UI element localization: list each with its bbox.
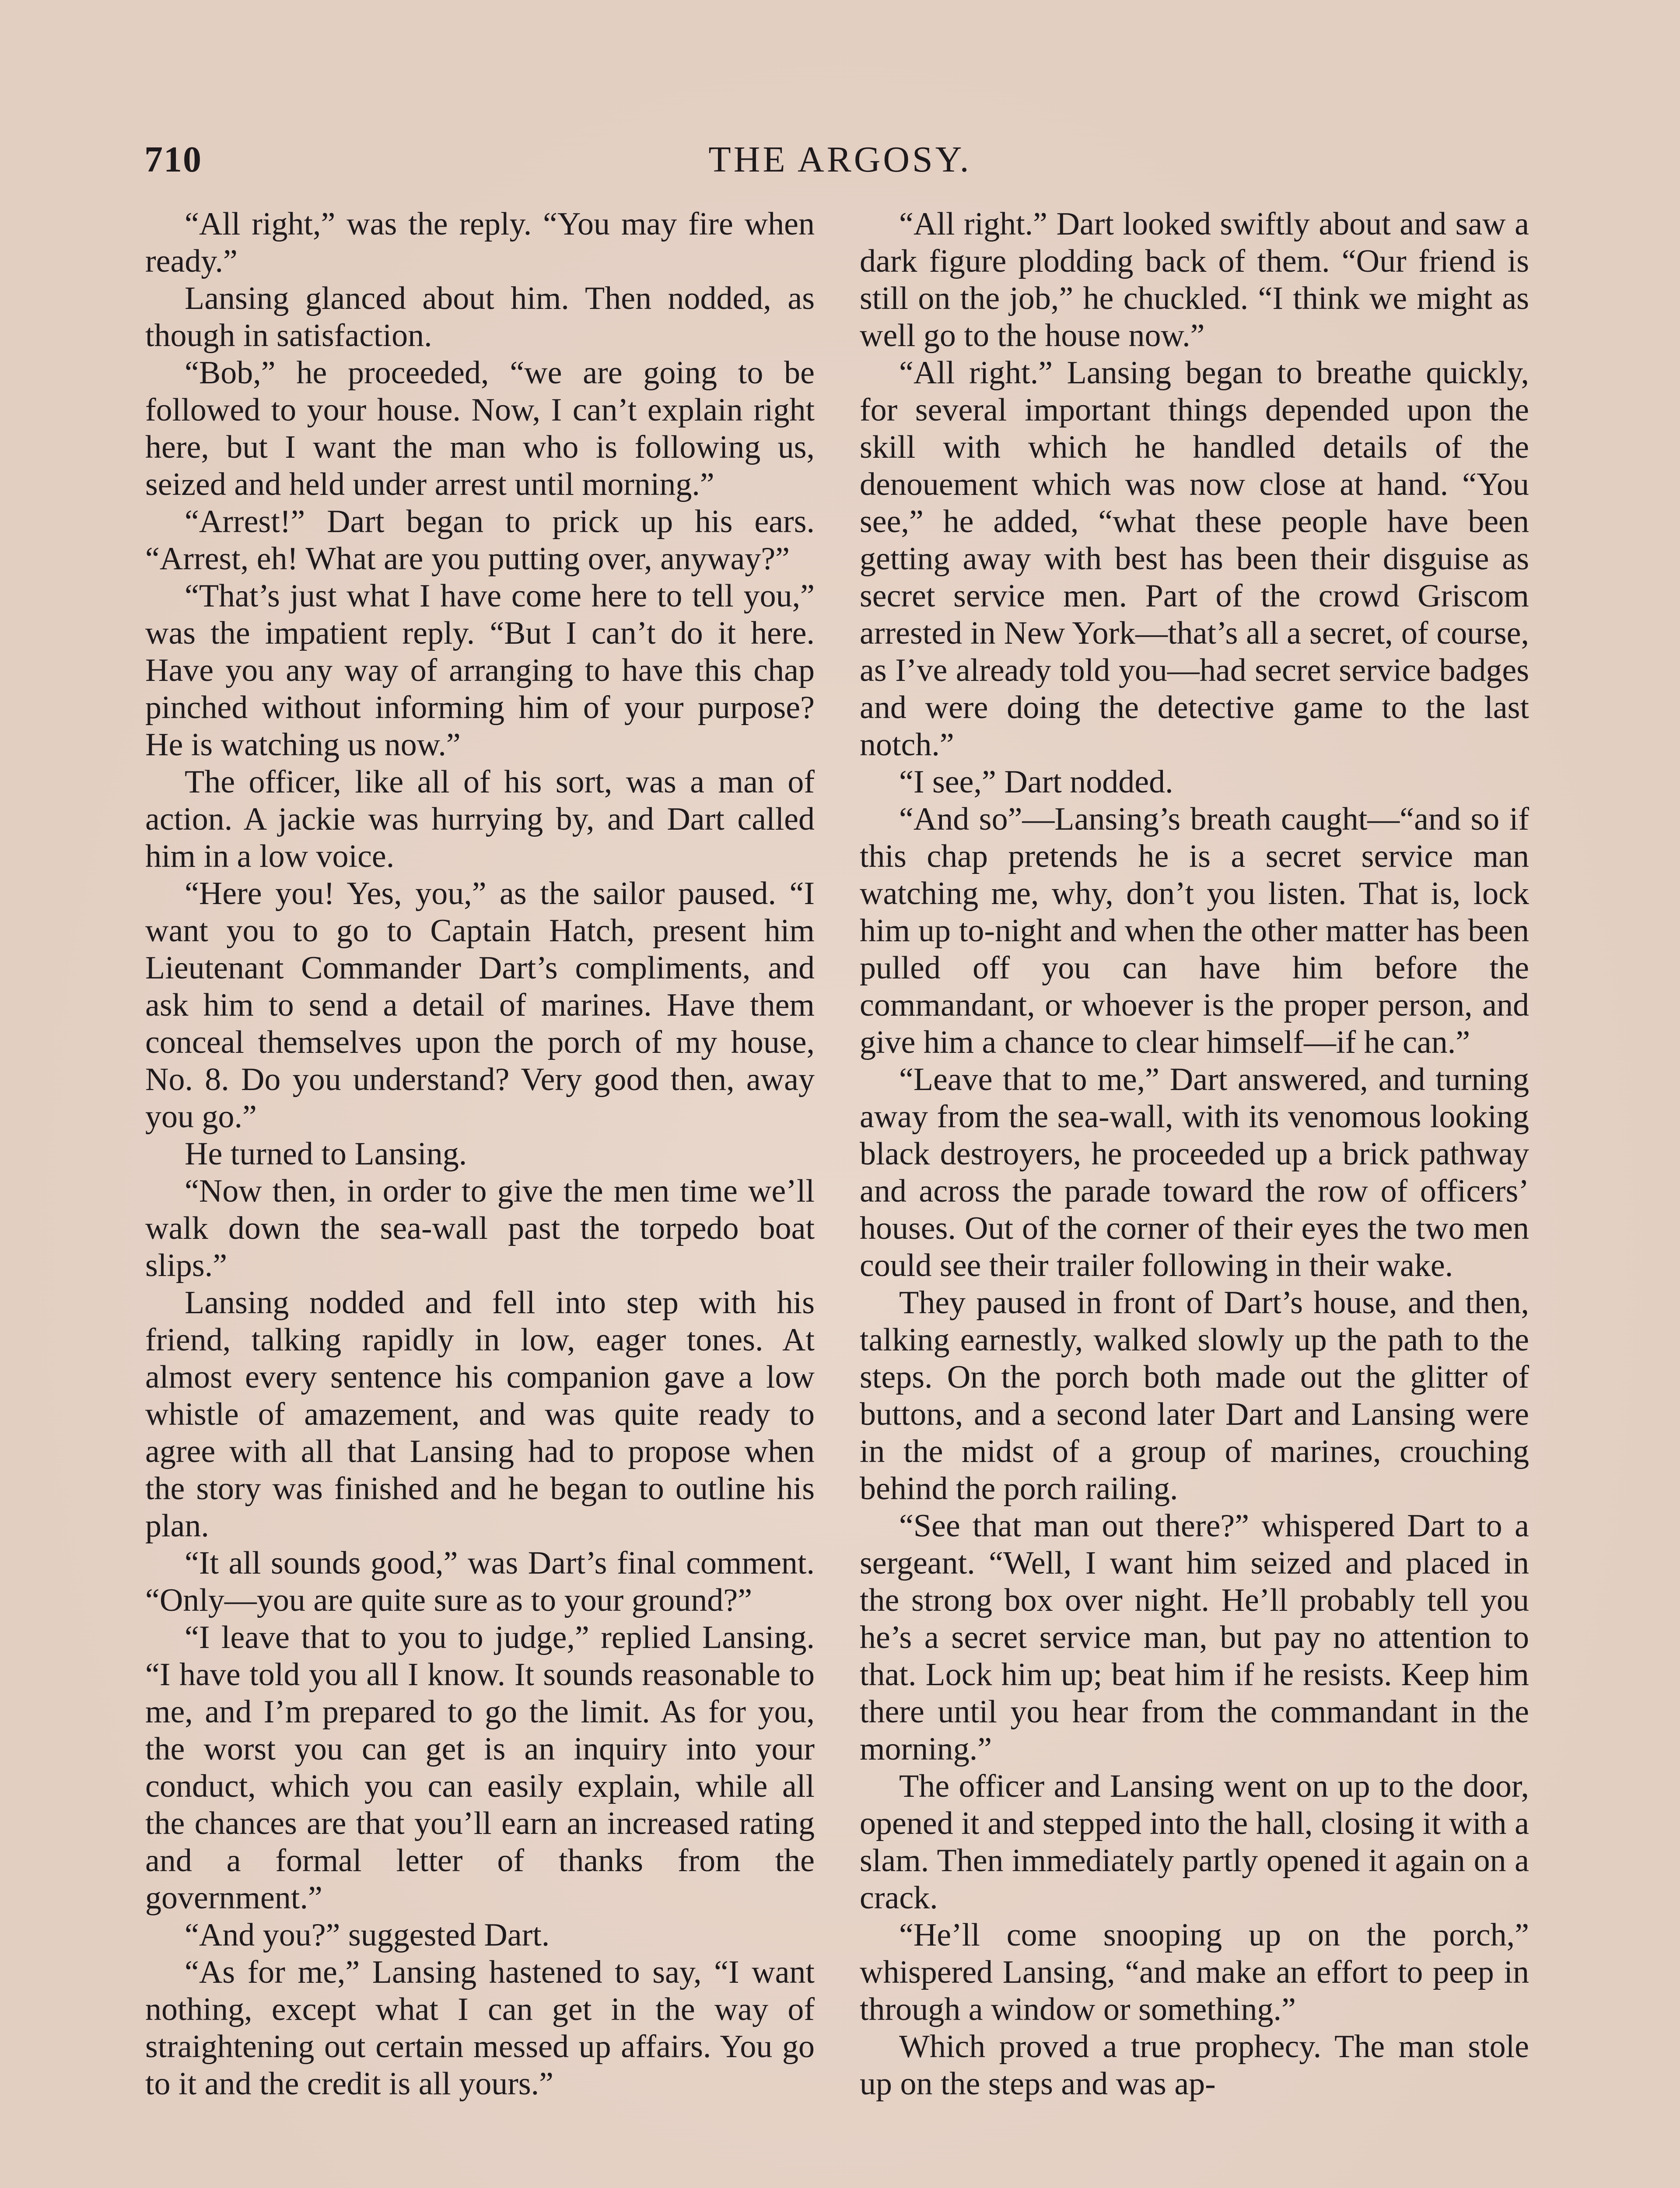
- paragraph: “And you?” suggested Dart.: [185, 1917, 550, 1953]
- paragraph: “See that man out there?” whispered Dart to a sergeant. “Well, I want him seized and placed in the strong box over night. He’ll probably tell you he’s a secret service man, but pay no attention to that. Lock him up; beat him if he resists. Keep him there until you hear from the commandant in the morning.”: [860, 1508, 1529, 1767]
- paragraph: “Bob,” he proceeded, “we are going to be followed to your house. Now, I can’t explain right here, but I want the man who is following us, seized and held under arrest until morning.”: [145, 355, 815, 502]
- paragraph: “That’s just what I have come here to tell you,” was the impatient reply. “But I can’t do it here. Have you any way of arranging to have this chap pinched without informing him of your purpose? He is watching us now.”: [145, 578, 815, 763]
- paragraph: Lansing glanced about him. Then nodded, as though in satisfaction.: [145, 281, 815, 354]
- paragraph: “All right.” Lansing began to breathe quickly, for several important things depended upon the skill with which he handled details of the denouement which was now close at hand. “You see,” he added, “what these people have been getting away with best has been their disguise as secret service men. Part of the crowd Griscom arrested in New York—that’s all a secret, of course, as I’ve already told you—had secret service badges and were doing the detective game to the last notch.”: [860, 355, 1529, 763]
- paragraph: They paused in front of Dart’s house, and then, talking earnestly, walked slowly up the path to the steps. On the porch both made out the glitter of buttons, and a second later Dart and Lansing were in the midst of a group of marines, crouching behind the porch railing.: [860, 1285, 1529, 1507]
- page-number: 710: [144, 139, 202, 180]
- paragraph: Which proved a true prophecy. The man stole up on the steps and was ap-: [860, 2029, 1529, 2102]
- right-column: [860, 206, 1529, 2103]
- paragraph: “All right,” was the reply. “You may fire when ready.”: [145, 206, 815, 279]
- paragraph: The officer, like all of his sort, was a man of action. A jackie was hurrying by, and Dart called him in a low voice.: [145, 764, 815, 874]
- paragraph: “Now then, in order to give the men time we’ll walk down the sea-wall past the torpedo boat slips.”: [145, 1173, 815, 1283]
- paragraph: “I see,” Dart nodded.: [899, 764, 1173, 800]
- paragraph: “Here you! Yes, you,” as the sailor paused. “I want you to go to Captain Hatch, present him Lieutenant Commander Dart’s compliments, and ask him to send a detail of marines. Have them conceal themselves upon the porch of my house, No. 8. Do you understand? Very good then, away you go.”: [145, 876, 815, 1135]
- page-header: [144, 131, 1536, 188]
- paragraph: He turned to Lansing.: [185, 1136, 467, 1172]
- running-title: THE ARGOSY.: [708, 139, 972, 180]
- paragraph: “All right.” Dart looked swiftly about and saw a dark figure plodding back of them. “Our friend is still on the job,” he chuckled. “I think we might as well go to the house now.”: [860, 206, 1529, 354]
- paragraph: Lansing nodded and fell into step with his friend, talking rapidly in low, eager tones. At almost every sentence his companion gave a low whistle of amazement, and was quite ready to agree with all that Lansing had to propose when the story was finished and he began to outline his plan.: [145, 1285, 815, 1544]
- paragraph: “And so”—Lansing’s breath caught—“and so if this chap pretends he is a secret service man watching me, why, don’t you listen. That is, lock him up to-night and when the other matter has been pulled off you can have him before the commandant, or whoever is the proper person, and give him a chance to clear himself—if he can.”: [860, 801, 1529, 1060]
- paragraph: The officer and Lansing went on up to the door, opened it and stepped into the hall, closing it with a slam. Then immediately partly opened it again on a crack.: [860, 1768, 1529, 1916]
- paragraph: “Leave that to me,” Dart answered, and turning away from the sea-wall, with its venomous looking black destroyers, he proceeded up a brick pathway and across the parade toward the row of officers’ houses. Out of the corner of their eyes the two men could see their trailer following in their wake.: [860, 1062, 1529, 1283]
- paragraph: “I leave that to you to judge,” replied Lansing. “I have told you all I know. It sounds reasonable to me, and I’m prepared to go the limit. As for you, the worst you can get is an inquiry into your conduct, which you can easily explain, while all the chances are that you’ll earn an increased rating and a formal letter of thanks from the government.”: [145, 1620, 815, 1916]
- paragraph: “As for me,” Lansing hastened to say, “I want nothing, except what I can get in the way of straightening out certain messed up affairs. You go to it and the credit is all yours.”: [145, 1954, 815, 2102]
- left-column: [145, 206, 815, 2103]
- paragraph: “Arrest!” Dart began to prick up his ears. “Arrest, eh! What are you putting over, anyway?”: [145, 504, 815, 577]
- paragraph: “He’ll come snooping up on the porch,” whispered Lansing, “and make an effort to peep in through a window or something.”: [860, 1917, 1529, 2027]
- paragraph: “It all sounds good,” was Dart’s final comment. “Only—you are quite sure as to your ground?”: [145, 1545, 815, 1618]
